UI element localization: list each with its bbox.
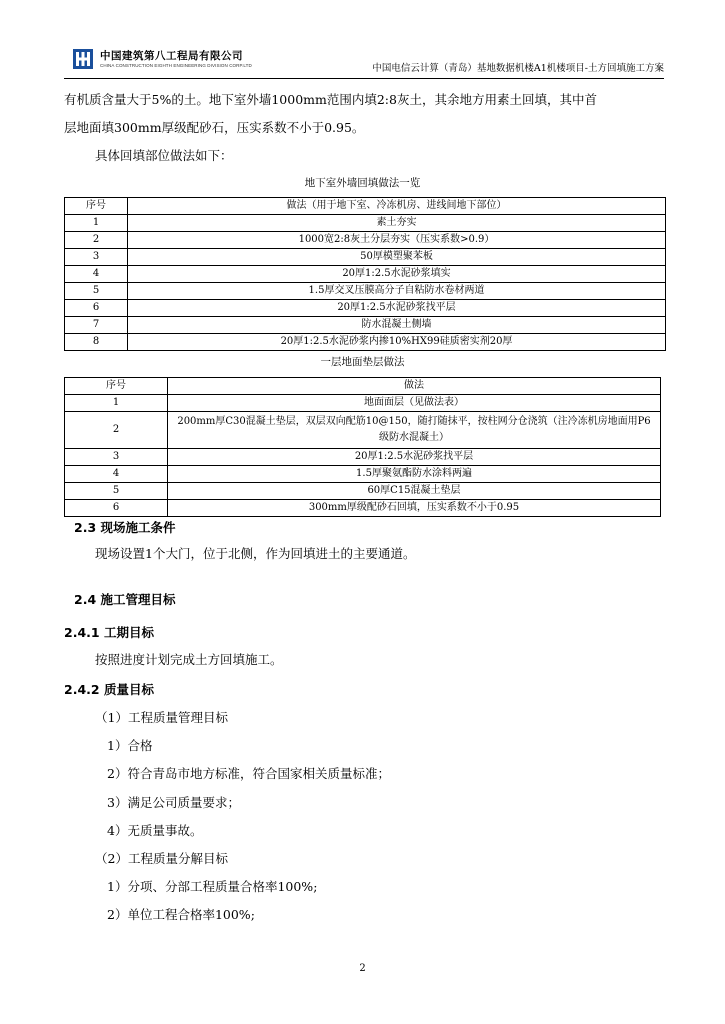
table-cell: 20厚1:2.5水泥砂浆找平层 [128,300,666,317]
table-cell: 8 [65,334,128,351]
list-item: （2）工程质量分解目标 [95,851,228,866]
backfill-table [64,197,666,351]
table-row [65,300,666,317]
table-row [65,483,661,500]
list-item: 4）无质量事故。 [107,823,203,838]
header-divider [64,78,664,79]
company-name-en: CHINA CONSTRUCTION EIGHTH ENGINEERING DIVISION CORP.LTD [100,63,252,68]
list-item: 2）符合青岛市地方标准，符合国家相关质量标准； [107,766,390,781]
table-cell: 2 [65,412,168,449]
table-cell: 2 [65,232,128,249]
company-name: 中国建筑第八工程局有限公司 [100,50,243,62]
subsection-heading: 2.4.1 工期目标 [64,625,154,640]
list-item: 2）单位工程合格率100%; [107,907,255,922]
table-cell: 60厚C15混凝土垫层 [168,483,661,500]
list-item: 1）合格 [107,738,153,753]
table-cell: 素土夯实 [128,215,666,232]
table-header-cell: 做法（用于地下室、冷冻机房、进线间地下部位） [128,198,666,215]
table-row [65,232,666,249]
table1-caption: 地下室外墙回填做法一览 [304,177,421,189]
table-cell: 1 [65,215,128,232]
company-logo-icon [72,48,94,70]
section-heading: 2.3 现场施工条件 [74,520,176,535]
table-header-row [65,378,661,395]
table-row [65,283,666,300]
section-heading: 2.4 施工管理目标 [74,592,176,607]
table-header-cell: 序号 [65,198,128,215]
table-row [65,395,661,412]
table-row [65,266,666,283]
document-title: 中国电信云计算（青岛）基地数据机楼A1机楼项目-土方回填施工方案 [372,63,664,74]
table-cell: 6 [65,300,128,317]
floor-cushion-table [64,377,661,517]
table-cell: 1 [65,395,168,412]
table-row [65,466,661,483]
table-cell: 20厚1:2.5水泥砂浆填实 [128,266,666,283]
page-number: 2 [359,963,366,974]
table-cell: 50厚模塑聚苯板 [128,249,666,266]
table-header-cell: 序号 [65,378,168,395]
table-cell: 5 [65,283,128,300]
table-cell: 4 [65,466,168,483]
table-cell: 20厚1:2.5水泥砂浆内掺10%HX99硅质密实剂20厚 [128,334,666,351]
list-item: 3）满足公司质量要求； [107,795,240,810]
table-row [65,334,666,351]
table-cell: 1.5厚交叉压膜高分子自粘防水卷材两道 [128,283,666,300]
paragraph: 按照进度计划完成土方回填施工。 [95,652,283,667]
list-item: 1）分项、分部工程质量合格率100%; [107,879,318,894]
table-cell: 3 [65,249,128,266]
table-header-cell: 做法 [168,378,661,395]
paragraph-intro: 具体回填部位做法如下： [95,148,233,163]
table-header-row [65,198,666,215]
subsection-heading: 2.4.2 质量目标 [64,682,154,697]
table-cell: 20厚1:2.5水泥砂浆找平层 [168,449,661,466]
table-cell: 4 [65,266,128,283]
paragraph: 现场设置1个大门，位于北侧，作为回填进土的主要通道。 [95,546,416,561]
table2-caption: 一层地面垫层做法 [320,356,405,368]
paragraph-line: 层地面填300mm厚级配砂石，压实系数不小于0.95。 [64,120,365,135]
table-cell: 7 [65,317,128,334]
table-cell: 地面面层（见做法表） [168,395,661,412]
table-cell: 300mm厚级配砂石回填，压实系数不小于0.95 [168,500,661,517]
page-header [64,44,664,78]
table-cell: 200mm厚C30混凝土垫层，双层双向配筋10@150，随打随抹平，按柱网分仓浇筑（注冷冻机房地面用P6级防水混凝土） [168,412,661,449]
table-cell: 1.5厚聚氨酯防水涂料两遍 [168,466,661,483]
table-row [65,317,666,334]
table-cell: 3 [65,449,168,466]
table-row [65,500,661,517]
table-cell: 1000宽2:8灰土分层夯实（压实系数>0.9） [128,232,666,249]
table-row [65,249,666,266]
table-row [65,215,666,232]
table-row [65,449,661,466]
paragraph-line: 有机质含量大于5%的土。地下室外墙1000mm范围内填2:8灰土，其余地方用素土回填，其中首 [64,92,597,107]
table-row [65,412,661,449]
list-item: （1）工程质量管理目标 [95,710,228,725]
table-cell: 6 [65,500,168,517]
table-cell: 防水混凝土侧墙 [128,317,666,334]
table-cell: 5 [65,483,168,500]
